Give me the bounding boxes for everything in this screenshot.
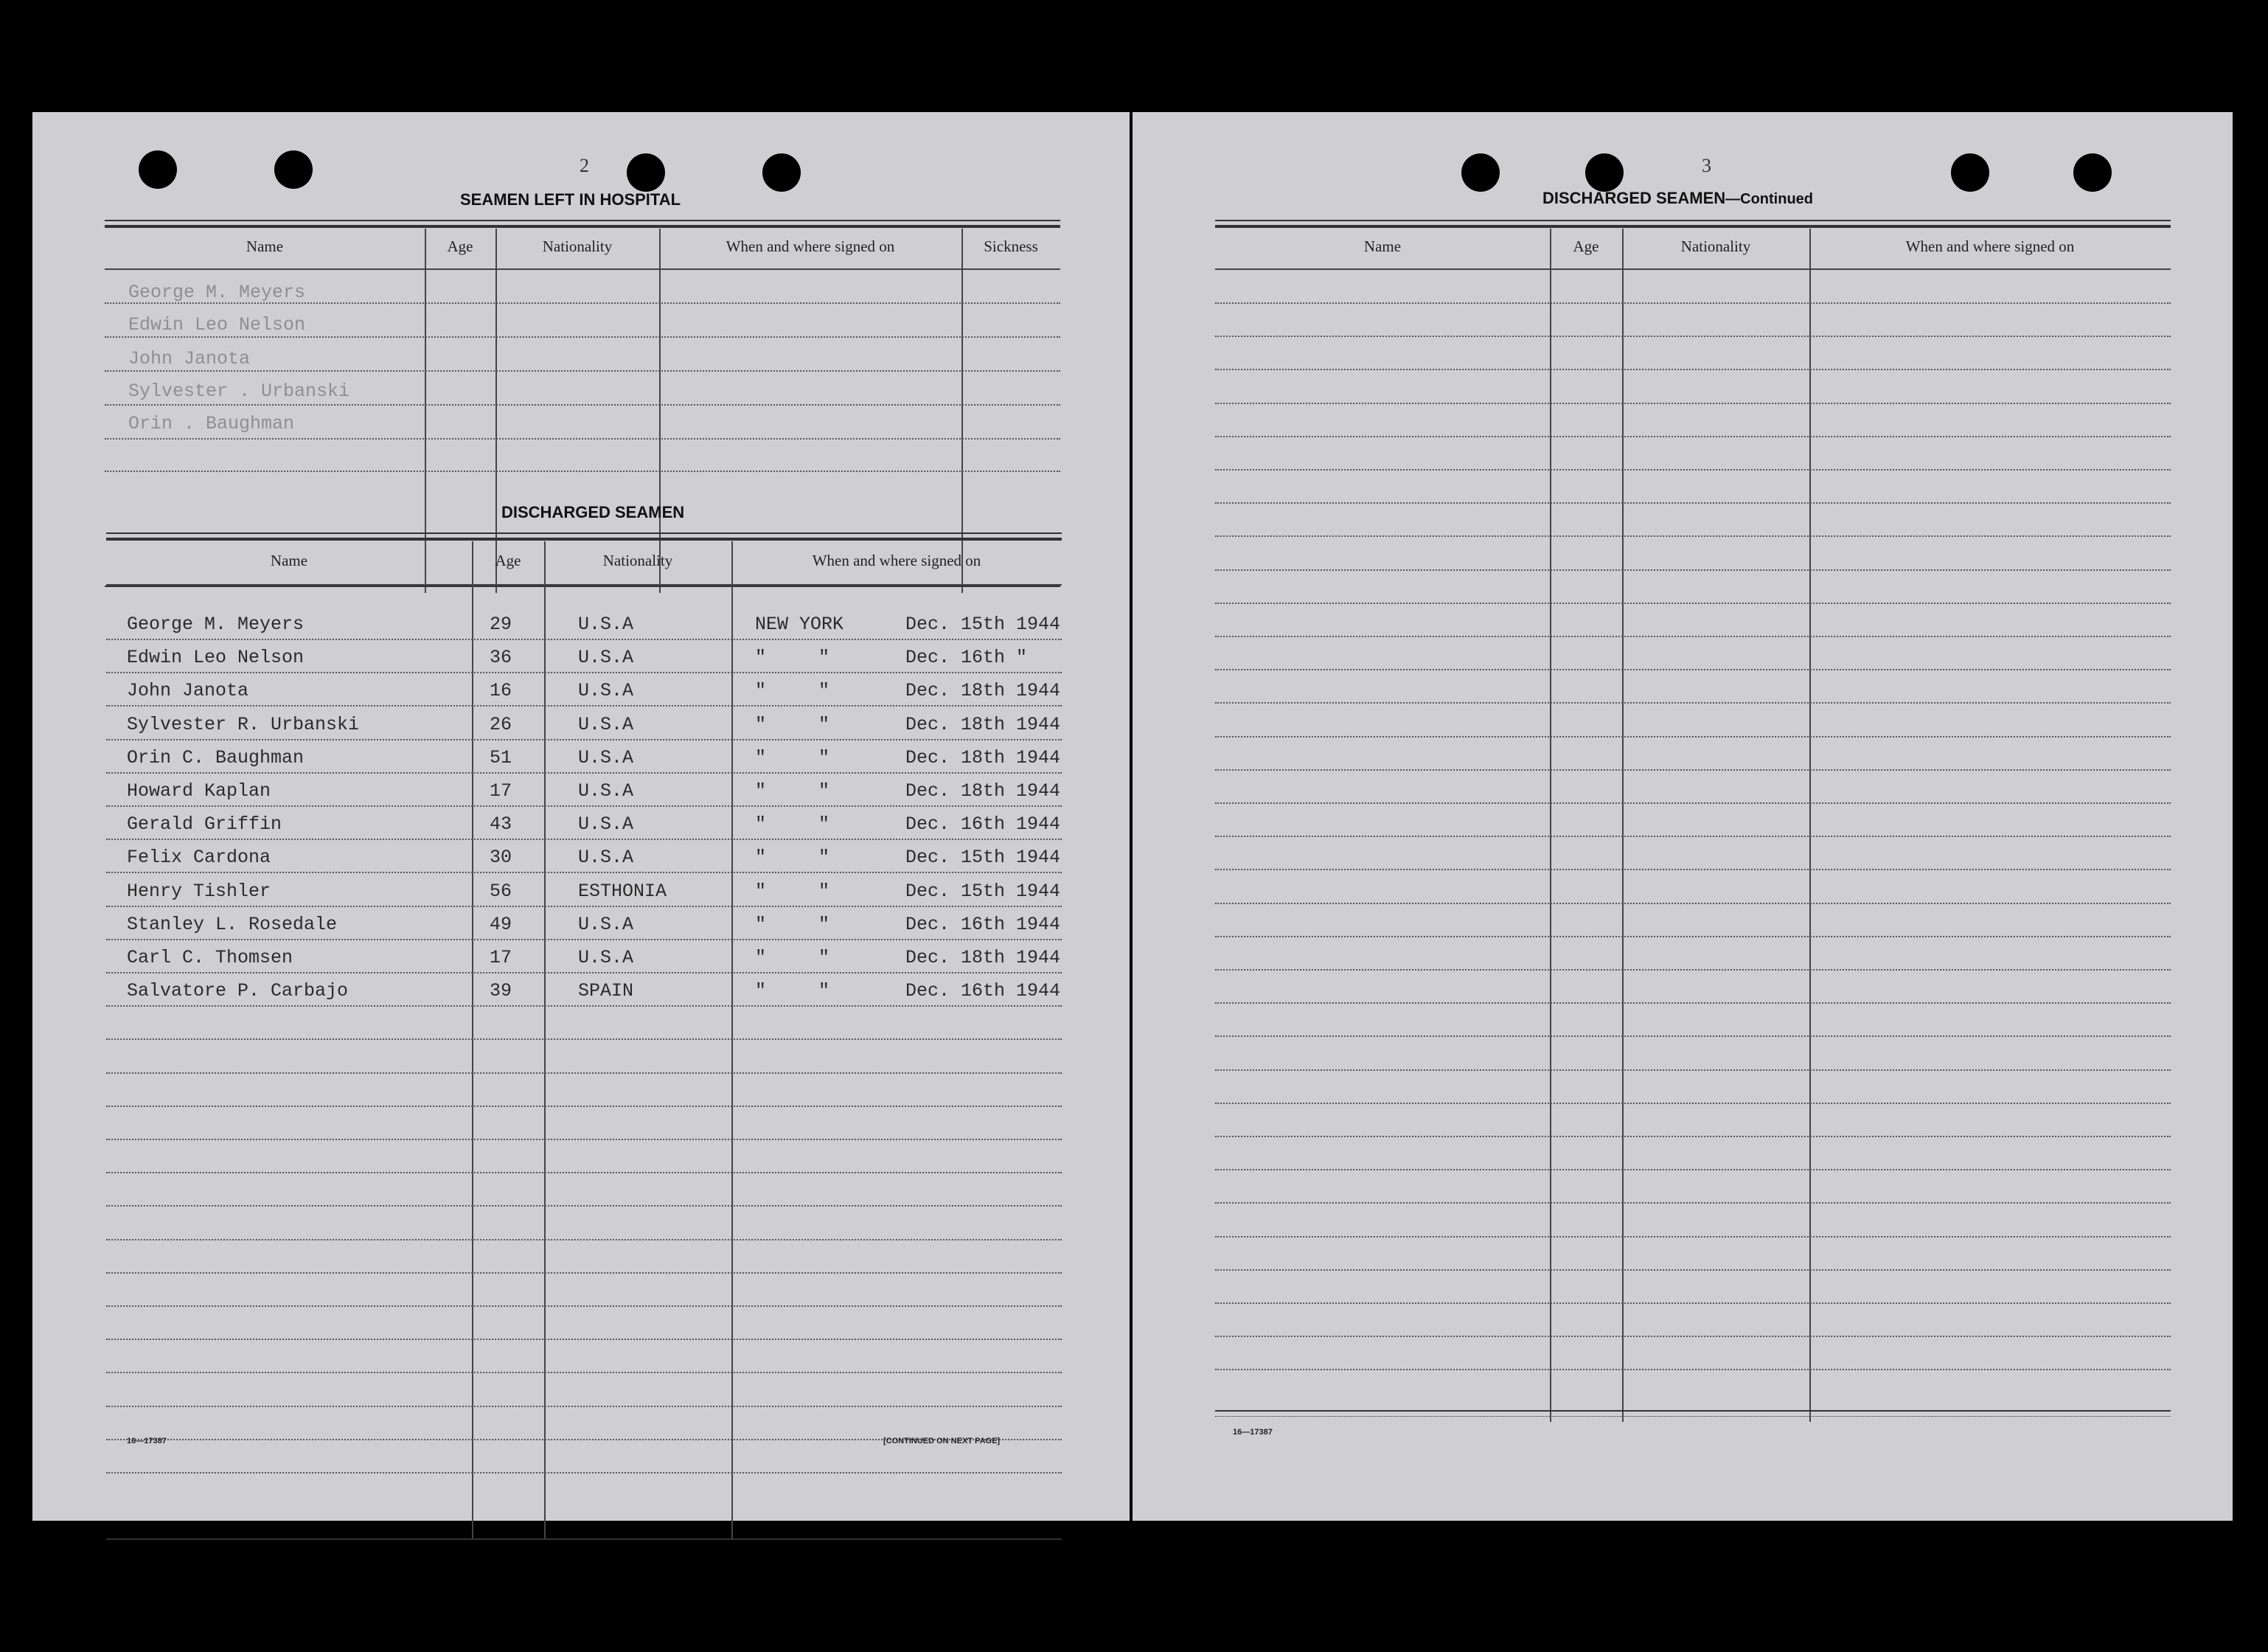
ruled-line <box>106 1139 1062 1140</box>
signed-on-date: Dec. 15th 1944 <box>905 847 1061 869</box>
ruled-line <box>106 672 1062 673</box>
seaman-name: Henry Tishler <box>127 880 271 902</box>
ruled-line <box>1215 1069 2171 1071</box>
signed-on-port: " <box>755 847 767 869</box>
signed-on-ditto: " <box>818 813 830 836</box>
ruled-line <box>106 872 1062 873</box>
column-header: Name <box>270 552 308 569</box>
signed-on-date: Dec. 15th 1944 <box>905 614 1061 635</box>
seaman-age: 56 <box>490 880 512 902</box>
ruled-line <box>106 705 1062 707</box>
seaman-name: Salvatore P. Carbajo <box>127 980 349 1002</box>
signed-on-port: " <box>755 680 767 702</box>
faint-name: John Janota <box>128 348 251 369</box>
seaman-age: 17 <box>490 780 512 802</box>
seaman-age: 39 <box>490 980 512 1002</box>
section-title-suffix: —Continued <box>1725 191 1814 207</box>
signed-on-port: NEW YORK <box>755 614 844 635</box>
signed-on-port: " <box>755 913 767 935</box>
ruled-line <box>1215 569 2171 571</box>
section-title-text: DISCHARGED SEAMEN <box>1542 189 1726 207</box>
ruled-line <box>106 739 1062 740</box>
seaman-nationality: SPAIN <box>578 980 634 1002</box>
ruled-line <box>1215 1369 2171 1370</box>
ruled-line <box>1215 369 2171 370</box>
seaman-age: 17 <box>490 947 512 968</box>
ruled-line <box>1215 403 2171 404</box>
column-header: Name <box>246 237 284 255</box>
ruled-line <box>106 1305 1062 1307</box>
column-header: Sickness <box>984 237 1038 255</box>
ruled-line <box>106 1272 1062 1274</box>
ruled-line <box>1215 535 2171 537</box>
ruled-line <box>1215 336 2171 337</box>
ruled-line <box>106 805 1062 807</box>
seaman-name: Howard Kaplan <box>127 780 271 802</box>
signed-on-port: " <box>755 746 767 768</box>
signed-on-port: " <box>755 980 767 1002</box>
ruled-line <box>1215 1136 2171 1137</box>
punch-hole <box>139 150 177 189</box>
seaman-name: Sylvester R. Urbanski <box>127 713 360 735</box>
signed-on-date: Dec. 15th 1944 <box>905 880 1061 902</box>
signed-on-ditto: " <box>818 913 830 935</box>
ruled-line <box>106 1472 1062 1474</box>
faint-name: Orin . Baughman <box>128 413 295 434</box>
continued-note: [CONTINUED ON NEXT PAGE] <box>883 1437 1001 1446</box>
signed-on-ditto: " <box>818 780 830 802</box>
signed-on-port: " <box>755 813 767 836</box>
seaman-nationality: U.S.A <box>578 614 634 635</box>
ruled-line <box>1215 636 2171 637</box>
signed-on-date: Dec. 18th 1944 <box>905 713 1061 735</box>
seaman-age: 43 <box>490 813 512 836</box>
page-number: 3 <box>1702 155 1711 176</box>
ruled-line <box>1215 1002 2171 1004</box>
form-number: 16—17387 <box>127 1437 167 1446</box>
ruled-line <box>1215 436 2171 437</box>
continued-section-title <box>1542 189 1813 208</box>
seaman-nationality: U.S.A <box>578 947 634 968</box>
seaman-age: 36 <box>490 647 512 669</box>
ruled-line <box>1215 869 2171 870</box>
seaman-name: John Janota <box>127 680 249 702</box>
signed-on-port: " <box>755 880 767 902</box>
continued-table <box>1215 220 2171 1422</box>
discharged-section-title: DISCHARGED SEAMEN <box>501 503 685 521</box>
punch-hole <box>1585 153 1624 192</box>
seaman-nationality: U.S.A <box>578 713 634 735</box>
column-header: Nationality <box>602 552 673 569</box>
signed-on-ditto: " <box>818 980 830 1002</box>
signed-on-date: Dec. 18th 1944 <box>905 746 1061 768</box>
column-header: When and where signed on <box>1905 237 2075 255</box>
ruled-line <box>1215 1035 2171 1037</box>
seaman-nationality: U.S.A <box>578 813 634 836</box>
hospital-section-title: SEAMEN LEFT IN HOSPITAL <box>460 190 681 209</box>
ruled-line <box>106 906 1062 907</box>
ruled-line <box>1215 1202 2171 1204</box>
seaman-age: 30 <box>490 847 512 869</box>
punch-hole <box>274 150 313 189</box>
seaman-name: Stanley L. Rosedale <box>127 913 338 935</box>
ruled-line <box>106 1106 1062 1107</box>
ruled-line <box>106 1005 1062 1007</box>
column-header: Age <box>495 552 521 569</box>
discharged-table <box>106 532 1062 1541</box>
seaman-nationality: ESTHONIA <box>578 880 667 902</box>
page-number: 2 <box>580 155 589 176</box>
left-page <box>32 112 1130 1521</box>
ruled-line <box>106 1339 1062 1340</box>
ruled-line <box>106 939 1062 940</box>
ruled-line <box>106 1038 1062 1040</box>
signed-on-ditto: " <box>818 880 830 902</box>
column-header: Nationality <box>1680 237 1751 255</box>
ruled-line <box>106 972 1062 974</box>
signed-on-ditto: " <box>818 647 830 669</box>
ruled-line <box>1215 1302 2171 1304</box>
signed-on-ditto: " <box>818 680 830 702</box>
seaman-age: 29 <box>490 614 512 635</box>
faint-name: George M. Meyers <box>128 282 306 303</box>
signed-on-ditto: " <box>818 947 830 968</box>
column-header: Name <box>1363 237 1402 255</box>
seaman-nationality: U.S.A <box>578 780 634 802</box>
ruled-line <box>106 1372 1062 1373</box>
ruled-line <box>1215 736 2171 738</box>
seaman-name: Orin C. Baughman <box>127 746 305 768</box>
seaman-nationality: U.S.A <box>578 680 634 702</box>
punch-hole <box>1951 153 1989 192</box>
column-header: When and where signed on <box>812 552 981 569</box>
seaman-nationality: U.S.A <box>578 647 634 669</box>
signed-on-date: Dec. 18th 1944 <box>905 780 1061 802</box>
seaman-age: 51 <box>490 746 512 768</box>
ruled-line <box>1215 802 2171 804</box>
ruled-line <box>1215 936 2171 937</box>
ruled-line <box>106 1239 1062 1240</box>
seaman-name: Edwin Leo Nelson <box>127 647 305 669</box>
seaman-name: Gerald Griffin <box>127 813 282 836</box>
punch-hole <box>1461 153 1500 192</box>
ruled-line <box>1215 1236 2171 1238</box>
ruled-line <box>106 1072 1062 1074</box>
ruled-line <box>1215 669 2171 670</box>
seaman-name: George M. Meyers <box>127 614 305 635</box>
seaman-nationality: U.S.A <box>578 847 634 869</box>
punch-hole <box>762 153 801 192</box>
signed-on-date: Dec. 16th 1944 <box>905 980 1061 1002</box>
signed-on-port: " <box>755 947 767 968</box>
ruled-line <box>1215 702 2171 704</box>
signed-on-date: Dec. 16th 1944 <box>905 913 1061 935</box>
signed-on-date: Dec. 18th 1944 <box>905 947 1061 968</box>
ruled-line <box>106 1205 1062 1207</box>
faint-name: Edwin Leo Nelson <box>128 314 306 336</box>
column-header: When and where signed on <box>726 237 895 255</box>
seaman-age: 26 <box>490 713 512 735</box>
signed-on-date: Dec. 16th 1944 <box>905 813 1061 836</box>
signed-on-date: Dec. 16th " <box>905 647 1028 669</box>
seaman-name: Carl C. Thomsen <box>127 947 293 968</box>
ruled-line <box>106 639 1062 640</box>
ruled-line <box>1215 836 2171 837</box>
column-header: Age <box>1573 237 1599 255</box>
signed-on-port: " <box>755 713 767 735</box>
ruled-line <box>1215 903 2171 904</box>
ruled-line <box>106 839 1062 840</box>
right-page <box>1133 112 2233 1521</box>
form-number: 16—17387 <box>1233 1428 1273 1437</box>
ruled-line <box>1215 502 2171 504</box>
ruled-line <box>106 772 1062 774</box>
faint-name: Sylvester . Urbanski <box>128 381 350 402</box>
signed-on-date: Dec. 18th 1944 <box>905 680 1061 702</box>
seaman-age: 16 <box>490 680 512 702</box>
signed-on-ditto: " <box>818 713 830 735</box>
ruled-line <box>1215 302 2171 304</box>
column-header: Nationality <box>542 237 613 255</box>
signed-on-ditto: " <box>818 746 830 768</box>
ruled-line <box>1215 1169 2171 1170</box>
ruled-line <box>1215 469 2171 471</box>
seaman-nationality: U.S.A <box>578 913 634 935</box>
seaman-name: Felix Cardona <box>127 847 271 869</box>
punch-hole <box>2073 153 2112 192</box>
signed-on-port: " <box>755 780 767 802</box>
ruled-line <box>106 1172 1062 1173</box>
seaman-nationality: U.S.A <box>578 746 634 768</box>
signed-on-ditto: " <box>818 847 830 869</box>
ruled-line <box>106 1406 1062 1407</box>
ruled-line <box>1215 1103 2171 1104</box>
signed-on-port: " <box>755 647 767 669</box>
column-header: Age <box>447 237 473 255</box>
seaman-age: 49 <box>490 913 512 935</box>
ruled-line <box>1215 1269 2171 1271</box>
punch-hole <box>627 153 665 192</box>
ruled-line <box>1215 969 2171 971</box>
ruled-line <box>1215 603 2171 604</box>
ruled-line <box>1215 769 2171 771</box>
ruled-line <box>1215 1336 2171 1337</box>
